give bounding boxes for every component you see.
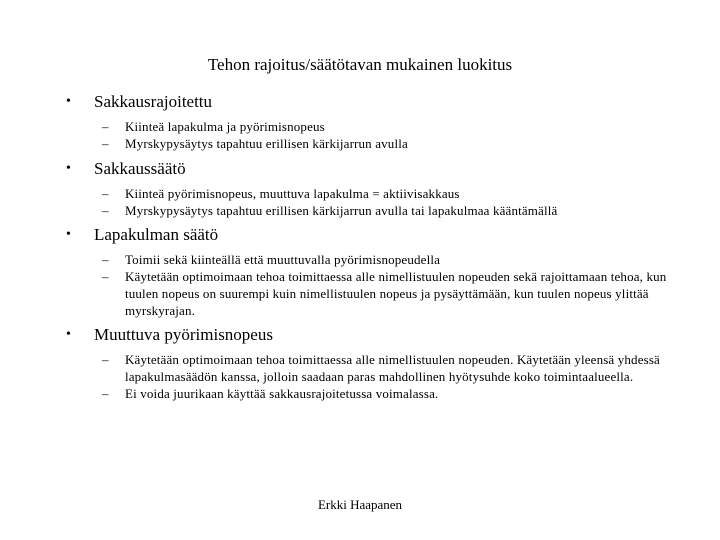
- list-item-text: Kiinteä lapakulma ja pyörimisnopeus: [125, 119, 325, 134]
- dash-icon: –: [102, 252, 109, 267]
- sub-list: [0, 185, 720, 219]
- list-item: [0, 268, 720, 319]
- list-item-text: Ei voida juurikaan käyttää sakkausrajoitetussa voimalassa.: [125, 386, 439, 401]
- list-item-text: Kiinteä pyörimisnopeus, muuttuva lapakulma = aktiivisakkaus: [125, 186, 460, 201]
- bullet-row: [0, 324, 720, 346]
- section-sakkausrajoitettu: [0, 91, 720, 152]
- dash-icon: –: [102, 269, 109, 284]
- section-lapakulman-saato: [0, 224, 720, 319]
- dash-icon: –: [102, 352, 109, 367]
- dash-icon: –: [102, 386, 109, 401]
- sub-list: [0, 251, 720, 319]
- sub-list: [0, 351, 720, 402]
- list-item: [0, 202, 720, 219]
- list-item: [0, 251, 720, 268]
- list-item: [0, 351, 720, 385]
- list-item-text: Toimii sekä kiinteällä että muuttuvalla pyörimisnopeudella: [125, 252, 441, 267]
- dash-icon: –: [102, 136, 109, 151]
- bullet-row: [0, 158, 720, 180]
- dash-icon: –: [102, 119, 109, 134]
- list-item-text: Myrskypysäytys tapahtuu erillisen kärkijarrun avulla: [125, 136, 408, 151]
- section-sakkaussaato: [0, 158, 720, 219]
- footer-author: Erkki Haapanen: [317, 497, 403, 512]
- page-title: Tehon rajoitus/säätötavan mukainen luokitus: [207, 55, 513, 74]
- section-muuttuva-pyorimisnopeus: [0, 324, 720, 402]
- section-heading: Sakkausrajoitettu: [94, 92, 213, 111]
- list-item: [0, 118, 720, 135]
- list-item-text: Myrskypysäytys tapahtuu erillisen kärkijarrun avulla tai lapakulmaa kääntämällä: [125, 203, 558, 218]
- list-item-text: Käytetään optimoimaan tehoa toimittaessa alle nimellistuulen nopeuden. Käytetään yleensä yhdessä lapakulmasäädön kanssa, jolloin saadaan paras mahdollinen hyötysuhde koko toimintaalueella.: [125, 352, 660, 384]
- bullet-icon: •: [66, 227, 71, 242]
- bullet-icon: •: [66, 161, 71, 176]
- bullet-row: [0, 91, 720, 113]
- dash-icon: –: [102, 203, 109, 218]
- bullet-row: [0, 224, 720, 246]
- section-heading: Sakkaussäätö: [94, 159, 186, 178]
- list-item-text: Käytetään optimoimaan tehoa toimittaessa alle nimellistuulen nopeuden sekä rajoittamaan tehoa, kun tuulen nopeus on suurempi kuin nimellistuulen nopeus ja pysäyttämään, kun tuulen nopeus ylittää myrskyrajan.: [125, 269, 667, 318]
- list-item: [0, 385, 720, 402]
- list-item: [0, 185, 720, 202]
- section-heading: Lapakulman säätö: [94, 225, 219, 244]
- list-item: [0, 135, 720, 152]
- bullet-icon: •: [66, 327, 71, 342]
- sub-list: [0, 118, 720, 152]
- bullet-icon: •: [66, 94, 71, 109]
- dash-icon: –: [102, 186, 109, 201]
- section-heading: Muuttuva pyörimisnopeus: [94, 325, 273, 344]
